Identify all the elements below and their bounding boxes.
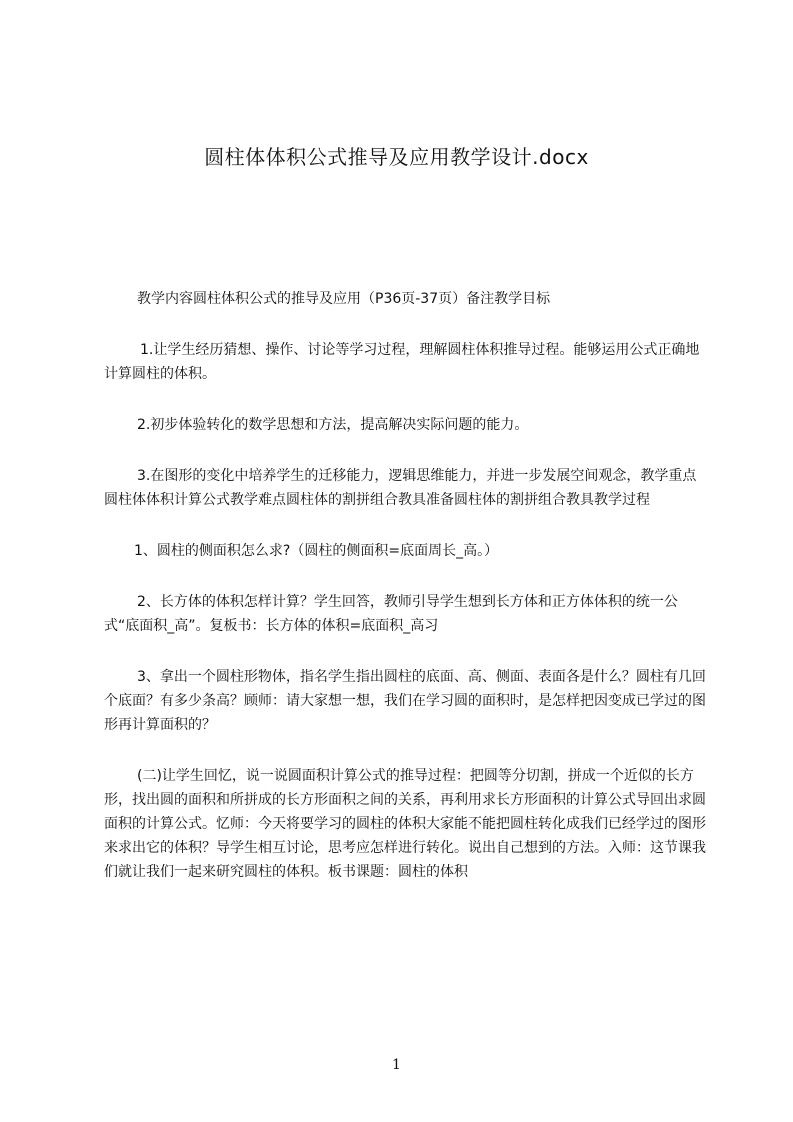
page-number: 1 bbox=[392, 1057, 401, 1073]
paragraph-objective-3: 3.在图形的变化中培养学生的迁移能力，逻辑思维能力，并进一步发展空间观念，教学重点圆柱体体积计算公式教学难点圆柱体的割拼组合教具准备圆柱体的割拼组合教具教学过程 bbox=[104, 468, 697, 508]
document-body bbox=[104, 287, 708, 911]
paragraph-objective-1: 1.让学生经历猜想、操作、讨论等学习过程，理解圆柱体积推导过程。能够运用公式正确地计算圆柱的体积。 bbox=[104, 342, 700, 382]
paragraph-review: (二)让学生回忆，说一说圆面积计算公式的推导过程：把圆等分切割，拼成一个近似的长方形，找出圆的面积和所拼成的长方形面积之间的关系，再利用求长方形面积的计算公式导回出求圆面积的计算公式。忆师：今天将要学习的圆柱的体积大家能不能把圆柱转化成我们已经学过的图形来求出它的体积？导学生相互讨论，思考应怎样进行转化。说出自己想到的方法。入师：这节课我们就让我们一起来研究圆柱的体积。板书课题：圆柱的体积 bbox=[104, 768, 706, 880]
paragraph-process-3: 3、拿出一个圆柱形物体，指名学生指出圆柱的底面、高、侧面、表面各是什么？圆柱有几回个底面？有多少条高？顾师：请大家想一想，我们在学习圆的面积时，是怎样把因变成已学过的图形再计算面积的？ bbox=[104, 669, 706, 733]
paragraph-process-1: 1、圆柱的侧面积怎么求?（圆柱的侧面积=底面周长_高。） bbox=[134, 543, 499, 559]
paragraph-process-2: 2、长方体的体积怎样计算？学生回答，教师引导学生想到长方体和正方体体积的统一公式“底面积_高”。复板书：长方体的体积=底面积_高习 bbox=[104, 594, 678, 634]
paragraph-objective-2: 2.初步体验转化的数学思想和方法，提高解决实际问题的能力。 bbox=[137, 417, 529, 433]
paragraph-teaching-content: 教学内容圆柱体积公式的推导及应用（P36页-37页）备注教学目标 bbox=[137, 291, 551, 307]
document-title: 圆柱体体积公式推导及应用教学设计.docx bbox=[204, 145, 589, 169]
